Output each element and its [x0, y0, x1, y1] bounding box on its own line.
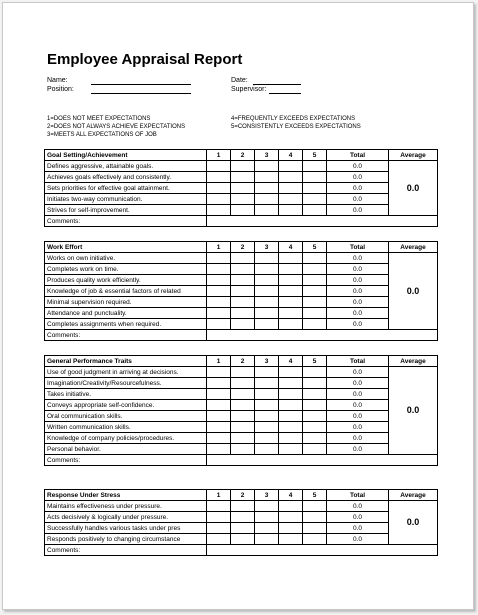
criteria-label: Takes initiative. [45, 389, 207, 400]
score-cell-2[interactable] [231, 253, 255, 264]
section-average: 0.0 [389, 501, 438, 545]
legend-item: 4=FREQUENTLY EXCEEDS EXPECTATIONS [231, 116, 356, 122]
criteria-label: Knowledge of job & essential factors of related [45, 286, 207, 297]
score-cell-5[interactable] [303, 264, 327, 275]
score-header-5: 5 [303, 356, 327, 367]
section-header-row [45, 242, 438, 253]
row-total: 0.0 [327, 389, 389, 400]
criteria-label: Attendance and punctuality. [45, 308, 207, 319]
score-cell-4[interactable] [279, 161, 303, 172]
score-cell-1[interactable] [207, 319, 231, 330]
score-cell-5[interactable] [303, 378, 327, 389]
score-cell-4[interactable] [279, 400, 303, 411]
criteria-label: Responds positively to changing circumstance [45, 534, 207, 545]
row-total: 0.0 [327, 183, 389, 194]
score-cell-3[interactable] [255, 523, 279, 534]
criteria-label: Strives for self-improvement. [45, 205, 207, 216]
section-header-row [45, 150, 438, 161]
supervisor-label: Supervisor: [231, 86, 267, 93]
score-cell-4[interactable] [279, 501, 303, 512]
score-cell-2[interactable] [231, 400, 255, 411]
legend-item: 5=CONSISTENTLY EXCEEDS EXPECTATIONS [231, 124, 361, 130]
score-cell-3[interactable] [255, 319, 279, 330]
score-cell-5[interactable] [303, 205, 327, 216]
section-average: 0.0 [389, 253, 438, 330]
criteria-row [45, 264, 438, 275]
appraisal-section-table [44, 489, 438, 556]
score-cell-3[interactable] [255, 194, 279, 205]
score-cell-1[interactable] [207, 389, 231, 400]
comments-field[interactable] [207, 545, 438, 556]
criteria-label: Initiates two-way communication. [45, 194, 207, 205]
score-header-4: 4 [279, 356, 303, 367]
row-total: 0.0 [327, 172, 389, 183]
score-header-4: 4 [279, 150, 303, 161]
score-cell-5[interactable] [303, 389, 327, 400]
criteria-label: Produces quality work efficiently. [45, 275, 207, 286]
comments-label: Comments: [45, 455, 207, 466]
row-total: 0.0 [327, 523, 389, 534]
comments-label: Comments: [45, 545, 207, 556]
comments-row [45, 545, 438, 556]
total-header: Total [327, 356, 389, 367]
score-cell-5[interactable] [303, 433, 327, 444]
criteria-label: Imagination/Creativity/Resourcefulness. [45, 378, 207, 389]
score-cell-1[interactable] [207, 172, 231, 183]
score-header-2: 2 [231, 150, 255, 161]
score-cell-4[interactable] [279, 523, 303, 534]
name-field[interactable] [91, 84, 191, 85]
row-total: 0.0 [327, 275, 389, 286]
score-cell-5[interactable] [303, 422, 327, 433]
score-cell-5[interactable] [303, 523, 327, 534]
score-cell-2[interactable] [231, 444, 255, 455]
score-cell-4[interactable] [279, 389, 303, 400]
score-cell-3[interactable] [255, 253, 279, 264]
score-header-3: 3 [255, 356, 279, 367]
score-cell-4[interactable] [279, 205, 303, 216]
score-cell-1[interactable] [207, 183, 231, 194]
row-total: 0.0 [327, 378, 389, 389]
appraisal-section-table [44, 149, 438, 227]
row-total: 0.0 [327, 297, 389, 308]
criteria-label: Personal behavior. [45, 444, 207, 455]
row-total: 0.0 [327, 501, 389, 512]
section-header-row [45, 490, 438, 501]
score-cell-3[interactable] [255, 367, 279, 378]
score-header-4: 4 [279, 490, 303, 501]
criteria-label: Written communication skills. [45, 422, 207, 433]
score-cell-5[interactable] [303, 319, 327, 330]
score-cell-3[interactable] [255, 501, 279, 512]
score-cell-4[interactable] [279, 422, 303, 433]
score-cell-5[interactable] [303, 534, 327, 545]
score-cell-3[interactable] [255, 286, 279, 297]
score-header-4: 4 [279, 242, 303, 253]
score-cell-2[interactable] [231, 286, 255, 297]
criteria-row [45, 319, 438, 330]
score-cell-1[interactable] [207, 378, 231, 389]
score-header-1: 1 [207, 150, 231, 161]
row-total: 0.0 [327, 444, 389, 455]
row-total: 0.0 [327, 433, 389, 444]
criteria-label: Completes assignments when required. [45, 319, 207, 330]
comments-row [45, 216, 438, 227]
comments-label: Comments: [45, 330, 207, 341]
criteria-row [45, 512, 438, 523]
score-cell-3[interactable] [255, 389, 279, 400]
score-cell-1[interactable] [207, 286, 231, 297]
score-cell-2[interactable] [231, 297, 255, 308]
total-header: Total [327, 242, 389, 253]
score-cell-3[interactable] [255, 512, 279, 523]
score-cell-3[interactable] [255, 378, 279, 389]
score-cell-1[interactable] [207, 501, 231, 512]
score-cell-3[interactable] [255, 297, 279, 308]
total-header: Total [327, 490, 389, 501]
score-cell-2[interactable] [231, 422, 255, 433]
criteria-row [45, 183, 438, 194]
score-cell-5[interactable] [303, 194, 327, 205]
criteria-label: Conveys appropriate self-confidence. [45, 400, 207, 411]
score-cell-2[interactable] [231, 534, 255, 545]
score-cell-1[interactable] [207, 422, 231, 433]
comments-field[interactable] [207, 455, 438, 466]
score-cell-1[interactable] [207, 264, 231, 275]
criteria-row [45, 194, 438, 205]
score-cell-2[interactable] [231, 411, 255, 422]
score-cell-3[interactable] [255, 534, 279, 545]
score-cell-4[interactable] [279, 172, 303, 183]
score-cell-2[interactable] [231, 194, 255, 205]
score-cell-1[interactable] [207, 512, 231, 523]
score-cell-4[interactable] [279, 512, 303, 523]
section-title: Response Under Stress [45, 490, 207, 501]
score-header-1: 1 [207, 356, 231, 367]
row-total: 0.0 [327, 161, 389, 172]
score-cell-5[interactable] [303, 444, 327, 455]
score-cell-3[interactable] [255, 444, 279, 455]
score-cell-2[interactable] [231, 378, 255, 389]
row-total: 0.0 [327, 422, 389, 433]
score-cell-2[interactable] [231, 512, 255, 523]
score-header-5: 5 [303, 242, 327, 253]
date-label: Date: [231, 77, 248, 84]
criteria-row [45, 205, 438, 216]
score-cell-5[interactable] [303, 275, 327, 286]
score-cell-1[interactable] [207, 253, 231, 264]
score-cell-4[interactable] [279, 378, 303, 389]
criteria-row [45, 534, 438, 545]
score-cell-3[interactable] [255, 275, 279, 286]
score-cell-1[interactable] [207, 433, 231, 444]
criteria-row [45, 523, 438, 534]
row-total: 0.0 [327, 194, 389, 205]
score-cell-4[interactable] [279, 308, 303, 319]
criteria-label: Successfully handles various tasks under pres [45, 523, 207, 534]
score-cell-1[interactable] [207, 523, 231, 534]
score-cell-1[interactable] [207, 205, 231, 216]
score-cell-1[interactable] [207, 161, 231, 172]
row-total: 0.0 [327, 286, 389, 297]
criteria-row [45, 253, 438, 264]
position-label: Position: [47, 86, 74, 93]
score-cell-5[interactable] [303, 286, 327, 297]
score-cell-5[interactable] [303, 172, 327, 183]
row-total: 0.0 [327, 400, 389, 411]
criteria-label: Use of good judgment in arriving at decisions. [45, 367, 207, 378]
score-cell-2[interactable] [231, 183, 255, 194]
criteria-label: Achieves goals effectively and consistently. [45, 172, 207, 183]
score-cell-2[interactable] [231, 389, 255, 400]
score-cell-1[interactable] [207, 400, 231, 411]
row-total: 0.0 [327, 411, 389, 422]
row-total: 0.0 [327, 253, 389, 264]
comments-row [45, 455, 438, 466]
score-cell-1[interactable] [207, 194, 231, 205]
criteria-row [45, 378, 438, 389]
score-cell-2[interactable] [231, 501, 255, 512]
section-average: 0.0 [389, 367, 438, 455]
score-cell-5[interactable] [303, 161, 327, 172]
score-cell-5[interactable] [303, 308, 327, 319]
legend-item: 1=DOES NOT MEET EXPECTATIONS [47, 116, 151, 122]
row-total: 0.0 [327, 367, 389, 378]
page-title: Employee Appraisal Report [47, 51, 243, 68]
score-cell-3[interactable] [255, 422, 279, 433]
section-title: Work Effort [45, 242, 207, 253]
score-cell-2[interactable] [231, 172, 255, 183]
row-total: 0.0 [327, 205, 389, 216]
legend-item: 2=DOES NOT ALWAYS ACHIEVE EXPECTATIONS [47, 124, 186, 130]
score-header-3: 3 [255, 150, 279, 161]
comments-row [45, 330, 438, 341]
appraisal-section-table [44, 241, 438, 341]
average-header: Average [389, 356, 438, 367]
score-cell-4[interactable] [279, 275, 303, 286]
position-field[interactable] [91, 93, 191, 94]
score-cell-2[interactable] [231, 319, 255, 330]
score-header-1: 1 [207, 242, 231, 253]
score-cell-1[interactable] [207, 308, 231, 319]
score-cell-4[interactable] [279, 194, 303, 205]
score-cell-3[interactable] [255, 183, 279, 194]
criteria-row [45, 286, 438, 297]
criteria-label: Maintains effectiveness under pressure. [45, 501, 207, 512]
criteria-row [45, 297, 438, 308]
score-cell-4[interactable] [279, 286, 303, 297]
score-cell-2[interactable] [231, 264, 255, 275]
score-cell-2[interactable] [231, 433, 255, 444]
score-cell-1[interactable] [207, 444, 231, 455]
score-cell-2[interactable] [231, 308, 255, 319]
score-cell-5[interactable] [303, 367, 327, 378]
date-field[interactable] [253, 84, 301, 85]
criteria-label: Minimal supervision required. [45, 297, 207, 308]
score-cell-5[interactable] [303, 400, 327, 411]
score-header-5: 5 [303, 150, 327, 161]
criteria-label: Acts decisively & logically under pressure. [45, 512, 207, 523]
comments-field[interactable] [207, 330, 438, 341]
average-header: Average [389, 242, 438, 253]
score-cell-4[interactable] [279, 319, 303, 330]
score-cell-4[interactable] [279, 183, 303, 194]
criteria-row [45, 422, 438, 433]
score-cell-1[interactable] [207, 275, 231, 286]
rating-legend-right [231, 115, 361, 131]
score-header-2: 2 [231, 490, 255, 501]
criteria-row [45, 433, 438, 444]
score-cell-5[interactable] [303, 253, 327, 264]
row-total: 0.0 [327, 308, 389, 319]
score-cell-3[interactable] [255, 205, 279, 216]
criteria-row [45, 367, 438, 378]
average-header: Average [389, 490, 438, 501]
score-cell-5[interactable] [303, 183, 327, 194]
name-label: Name: [47, 77, 68, 84]
score-header-5: 5 [303, 490, 327, 501]
criteria-row [45, 161, 438, 172]
score-cell-4[interactable] [279, 367, 303, 378]
criteria-row [45, 308, 438, 319]
score-header-2: 2 [231, 242, 255, 253]
score-cell-4[interactable] [279, 264, 303, 275]
score-cell-4[interactable] [279, 253, 303, 264]
row-total: 0.0 [327, 264, 389, 275]
rating-legend-left [47, 115, 185, 139]
criteria-label: Knowledge of company policies/procedures. [45, 433, 207, 444]
criteria-row [45, 501, 438, 512]
criteria-row [45, 389, 438, 400]
appraisal-form-page [2, 2, 474, 610]
comments-label: Comments: [45, 216, 207, 227]
criteria-row [45, 411, 438, 422]
criteria-label: Completes work on time. [45, 264, 207, 275]
score-cell-4[interactable] [279, 297, 303, 308]
score-header-2: 2 [231, 356, 255, 367]
score-cell-3[interactable] [255, 172, 279, 183]
criteria-row [45, 172, 438, 183]
score-cell-1[interactable] [207, 411, 231, 422]
score-cell-1[interactable] [207, 534, 231, 545]
score-cell-3[interactable] [255, 411, 279, 422]
score-cell-3[interactable] [255, 264, 279, 275]
supervisor-field[interactable] [269, 93, 301, 94]
section-header-row [45, 356, 438, 367]
score-cell-5[interactable] [303, 411, 327, 422]
criteria-row [45, 275, 438, 286]
criteria-row [45, 400, 438, 411]
section-title: General Performance Traits [45, 356, 207, 367]
appraisal-section-table [44, 355, 438, 466]
score-cell-3[interactable] [255, 308, 279, 319]
score-cell-2[interactable] [231, 161, 255, 172]
row-total: 0.0 [327, 319, 389, 330]
score-cell-4[interactable] [279, 444, 303, 455]
legend-item: 3=MEETS ALL EXPECTATIONS OF JOB [47, 132, 157, 138]
criteria-label: Oral communication skills. [45, 411, 207, 422]
score-cell-5[interactable] [303, 501, 327, 512]
section-average: 0.0 [389, 161, 438, 216]
average-header: Average [389, 150, 438, 161]
score-header-1: 1 [207, 490, 231, 501]
total-header: Total [327, 150, 389, 161]
row-total: 0.0 [327, 534, 389, 545]
score-cell-4[interactable] [279, 534, 303, 545]
score-cell-3[interactable] [255, 400, 279, 411]
row-total: 0.0 [327, 512, 389, 523]
score-header-3: 3 [255, 490, 279, 501]
score-cell-4[interactable] [279, 411, 303, 422]
score-cell-3[interactable] [255, 161, 279, 172]
criteria-label: Works on own initiative. [45, 253, 207, 264]
score-header-3: 3 [255, 242, 279, 253]
score-cell-5[interactable] [303, 297, 327, 308]
section-title: Goal Setting/Achievement [45, 150, 207, 161]
score-cell-1[interactable] [207, 367, 231, 378]
comments-field[interactable] [207, 216, 438, 227]
criteria-label: Sets priorities for effective goal attainment. [45, 183, 207, 194]
score-cell-4[interactable] [279, 433, 303, 444]
score-cell-2[interactable] [231, 205, 255, 216]
score-cell-3[interactable] [255, 433, 279, 444]
score-cell-2[interactable] [231, 523, 255, 534]
score-cell-1[interactable] [207, 297, 231, 308]
score-cell-2[interactable] [231, 367, 255, 378]
criteria-row [45, 444, 438, 455]
criteria-label: Defines aggressive, attainable goals. [45, 161, 207, 172]
score-cell-2[interactable] [231, 275, 255, 286]
score-cell-5[interactable] [303, 512, 327, 523]
